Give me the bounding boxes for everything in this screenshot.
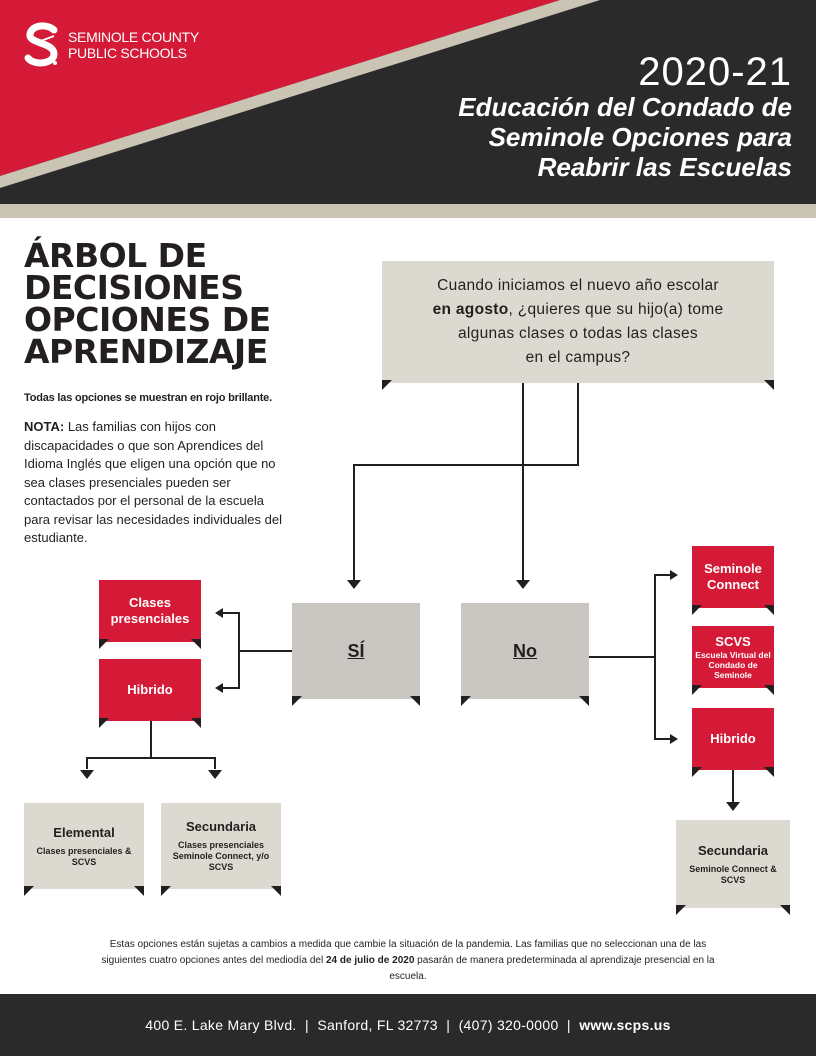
option-seminole-connect-label: Seminole Connect xyxy=(704,561,762,592)
footer-bar xyxy=(0,994,816,1056)
arrow-to-option-clases xyxy=(215,608,223,618)
destination-secundaria-right-title: Secundaria xyxy=(697,842,769,858)
note-text: Las familias con hijos con discapacidades o que son Aprendices del Idioma Inglés que eligen una opción que no sea clases presenciales pueden ser contactados por el personal de la escuela para revisar las necesidades individuales del estudiante. xyxy=(24,419,282,545)
destination-secundaria-right-desc: Seminole Connect & SCVS xyxy=(689,863,777,885)
connector-yes-down xyxy=(353,464,355,580)
answer-no-box xyxy=(461,603,589,699)
footer-separator-2: | xyxy=(437,1017,459,1033)
arrow-to-hibrido-right xyxy=(670,734,678,744)
answer-no-label: No xyxy=(513,640,537,661)
arrow-to-yes xyxy=(347,580,361,589)
question-box xyxy=(382,261,774,383)
connector-hibrido-right-down xyxy=(732,770,734,802)
question-line2-rest: , ¿quieres que su hijo(a) tome xyxy=(508,301,724,318)
note-label: NOTA: xyxy=(24,419,65,434)
destination-secundaria-left xyxy=(161,803,281,889)
destination-elemental-title: Elemental xyxy=(53,824,115,840)
connector-no-down xyxy=(522,383,524,580)
destination-secundaria-left-desc: Clases presenciales Seminole Connect, y/o SCVS xyxy=(172,840,270,872)
connector-question-down xyxy=(577,383,579,465)
option-scvs-sub: Escuela Virtual del Condado de Seminole xyxy=(695,650,771,680)
footer-address: 400 E. Lake Mary Blvd. xyxy=(145,1017,297,1033)
connector-yes-vertical xyxy=(238,612,240,689)
connector-no-right xyxy=(589,656,656,658)
destination-elemental xyxy=(24,803,144,889)
option-hibrido-right-label: Hibrido xyxy=(710,731,756,746)
footer-phone: (407) 320-0000 xyxy=(458,1017,559,1033)
disclaimer-part1: Estas opciones están sujetas a cambios a medida que cambie la situación de la pandemia. Las familias que no seleccionan una de las siguientes cuatro opciones antes del mediodía del xyxy=(101,939,707,966)
arrow-to-secundaria-left xyxy=(208,770,222,779)
page-title: Educación del Condado de Seminole Opciones para Reabrir las Escuelas xyxy=(458,92,792,182)
option-seminole-connect xyxy=(692,546,774,608)
scps-s-logo-icon xyxy=(24,22,62,68)
school-year: 2020-21 xyxy=(638,50,792,94)
connector-to-secundaria-left xyxy=(214,757,216,769)
disclaimer-text xyxy=(90,937,726,985)
header-banner xyxy=(0,0,816,218)
option-hibrido-left xyxy=(99,659,201,721)
disclaimer-deadline: 24 de julio de 2020 xyxy=(326,955,415,966)
connector-yes-to-option1 xyxy=(222,612,240,614)
question-line1: Cuando iniciamos el nuevo año escolar xyxy=(437,277,719,294)
district-logo xyxy=(24,22,199,68)
connector-hibrido-horizontal xyxy=(86,757,216,759)
option-scvs-label: SCVS xyxy=(715,634,751,649)
question-line3: algunas clases o todas las clases xyxy=(458,325,698,342)
connector-question-horizontal xyxy=(353,464,579,466)
connector-to-elemental xyxy=(86,757,88,769)
option-hibrido-right xyxy=(692,708,774,770)
destination-secundaria-left-title: Secundaria xyxy=(185,819,257,834)
legend-note: Todas las opciones se muestran en rojo brillante. xyxy=(24,392,272,404)
question-line2 xyxy=(433,298,724,322)
question-bold: en agosto xyxy=(432,301,509,318)
connector-no-vertical xyxy=(654,574,656,740)
arrow-to-no xyxy=(516,580,530,589)
footer-website-link[interactable]: www.scps.us xyxy=(579,1017,671,1033)
destination-elemental-desc: Clases presenciales & SCVS xyxy=(36,845,132,867)
disclaimer-part2: pasarán de manera predeterminada al aprendizaje presencial en la escuela. xyxy=(389,955,715,982)
connector-yes-to-option2 xyxy=(222,687,240,689)
arrow-to-seminole-connect xyxy=(670,570,678,580)
district-name xyxy=(68,29,199,61)
connector-yes-left xyxy=(239,650,292,652)
note-paragraph xyxy=(24,418,286,548)
district-name-line1: SEMINOLE COUNTY xyxy=(68,29,199,45)
answer-yes-box xyxy=(292,603,420,699)
arrow-to-option-hibrido-left xyxy=(215,683,223,693)
footer-separator-3: | xyxy=(558,1017,580,1033)
option-clases-presenciales-label: Clases presenciales xyxy=(110,595,190,626)
destination-secundaria-right xyxy=(676,820,790,908)
answer-yes-label: SÍ xyxy=(347,640,365,661)
connector-hibrido-down xyxy=(150,721,152,759)
district-name-line2: PUBLIC SCHOOLS xyxy=(68,45,187,61)
section-heading: ÁRBOL DE DECISIONES OPCIONES DE APRENDIZAJE xyxy=(24,236,271,371)
option-clases-presenciales xyxy=(99,580,201,642)
arrow-to-secundaria-right xyxy=(726,802,740,811)
question-line4: en el campus? xyxy=(525,349,631,366)
footer-city: Sanford, FL 32773 xyxy=(317,1017,438,1033)
option-hibrido-left-label: Hibrido xyxy=(127,682,173,697)
footer-separator-1: | xyxy=(296,1017,318,1033)
option-scvs xyxy=(692,626,774,688)
arrow-to-elemental xyxy=(80,770,94,779)
